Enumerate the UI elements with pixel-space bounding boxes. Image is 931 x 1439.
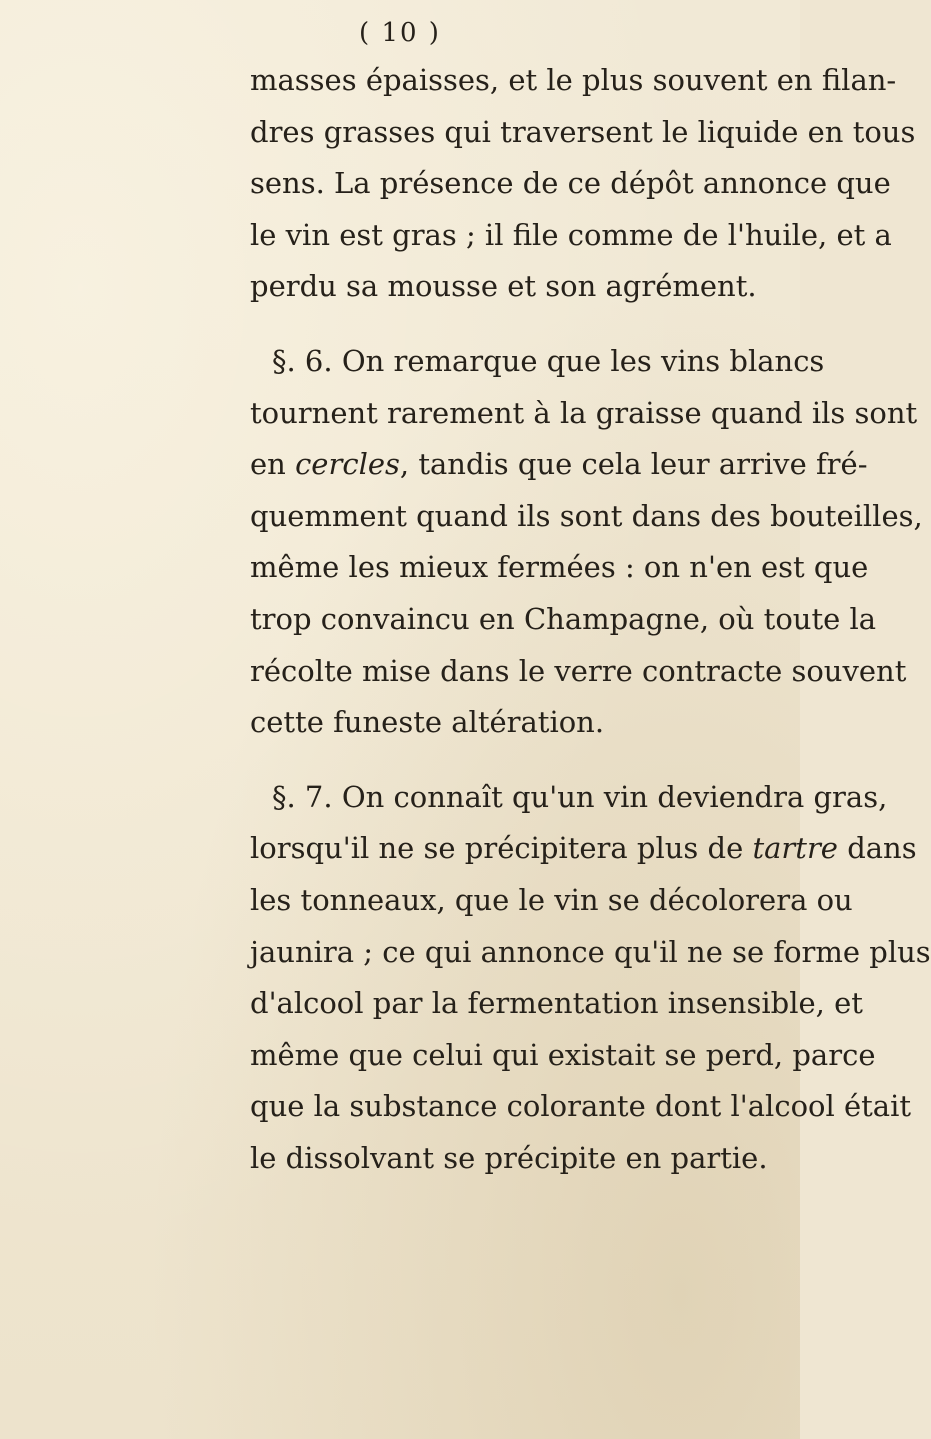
page-body [250, 55, 931, 1184]
italic-word: cercles [295, 447, 400, 482]
italic-word: tartre [752, 831, 838, 866]
italic-term-tartre: lorsqu'il ne se précipitera plus de tartre dans [250, 831, 917, 866]
text-line: récolte mise dans le verre contracte souvent [250, 653, 907, 688]
text-line-with-italic [250, 823, 917, 875]
text-line: d'alcool par la fermentation insensible, et [250, 986, 863, 1021]
text-line: même que celui qui existait se perd, parce [250, 1037, 876, 1072]
text-line: les tonneaux, que le vin se décolorera ou [250, 882, 853, 917]
text-line: tournent rarement à la graisse quand ils sont [250, 395, 918, 430]
text-line: même les mieux fermées : on n'en est que [250, 550, 869, 585]
text-line: perdu sa mousse et son agrément. [250, 269, 757, 304]
text-line: que la substance colorante dont l'alcool était [250, 1089, 912, 1124]
paragraph-1 [250, 55, 916, 313]
text-line: sens. La présence de ce dépôt annonce que [250, 166, 891, 201]
section-7-heading-line: §. 7. On connaît qu'un vin deviendra gras, [272, 779, 888, 814]
text-line: masses épaisses, et le plus souvent en filan- [250, 63, 897, 97]
text-line: jaunira ; ce qui annonce qu'il ne se forme plus [250, 934, 931, 969]
text-line: le dissolvant se précipite en partie. [250, 1140, 768, 1175]
text-line: le vin est gras ; il file comme de l'huile, et a [250, 217, 892, 252]
text-line: trop convaincu en Champagne, où toute la [250, 601, 877, 636]
text-line: quemment quand ils sont dans des bouteilles, [250, 498, 923, 533]
section-6-heading-line: §. 6. On remarque que les vins blancs [272, 343, 825, 378]
text-line: dres grasses qui traversent le liquide en tous [250, 114, 916, 149]
text-line: cette funeste altération. [250, 705, 605, 740]
text-line-with-italic [250, 439, 868, 491]
page-number: ( 10 ) [359, 18, 441, 48]
paragraph-2 [250, 336, 923, 749]
paragraph-3 [250, 772, 931, 1185]
italic-term-cercles: en cercles, tandis que cela leur arrive fré- [250, 447, 868, 482]
